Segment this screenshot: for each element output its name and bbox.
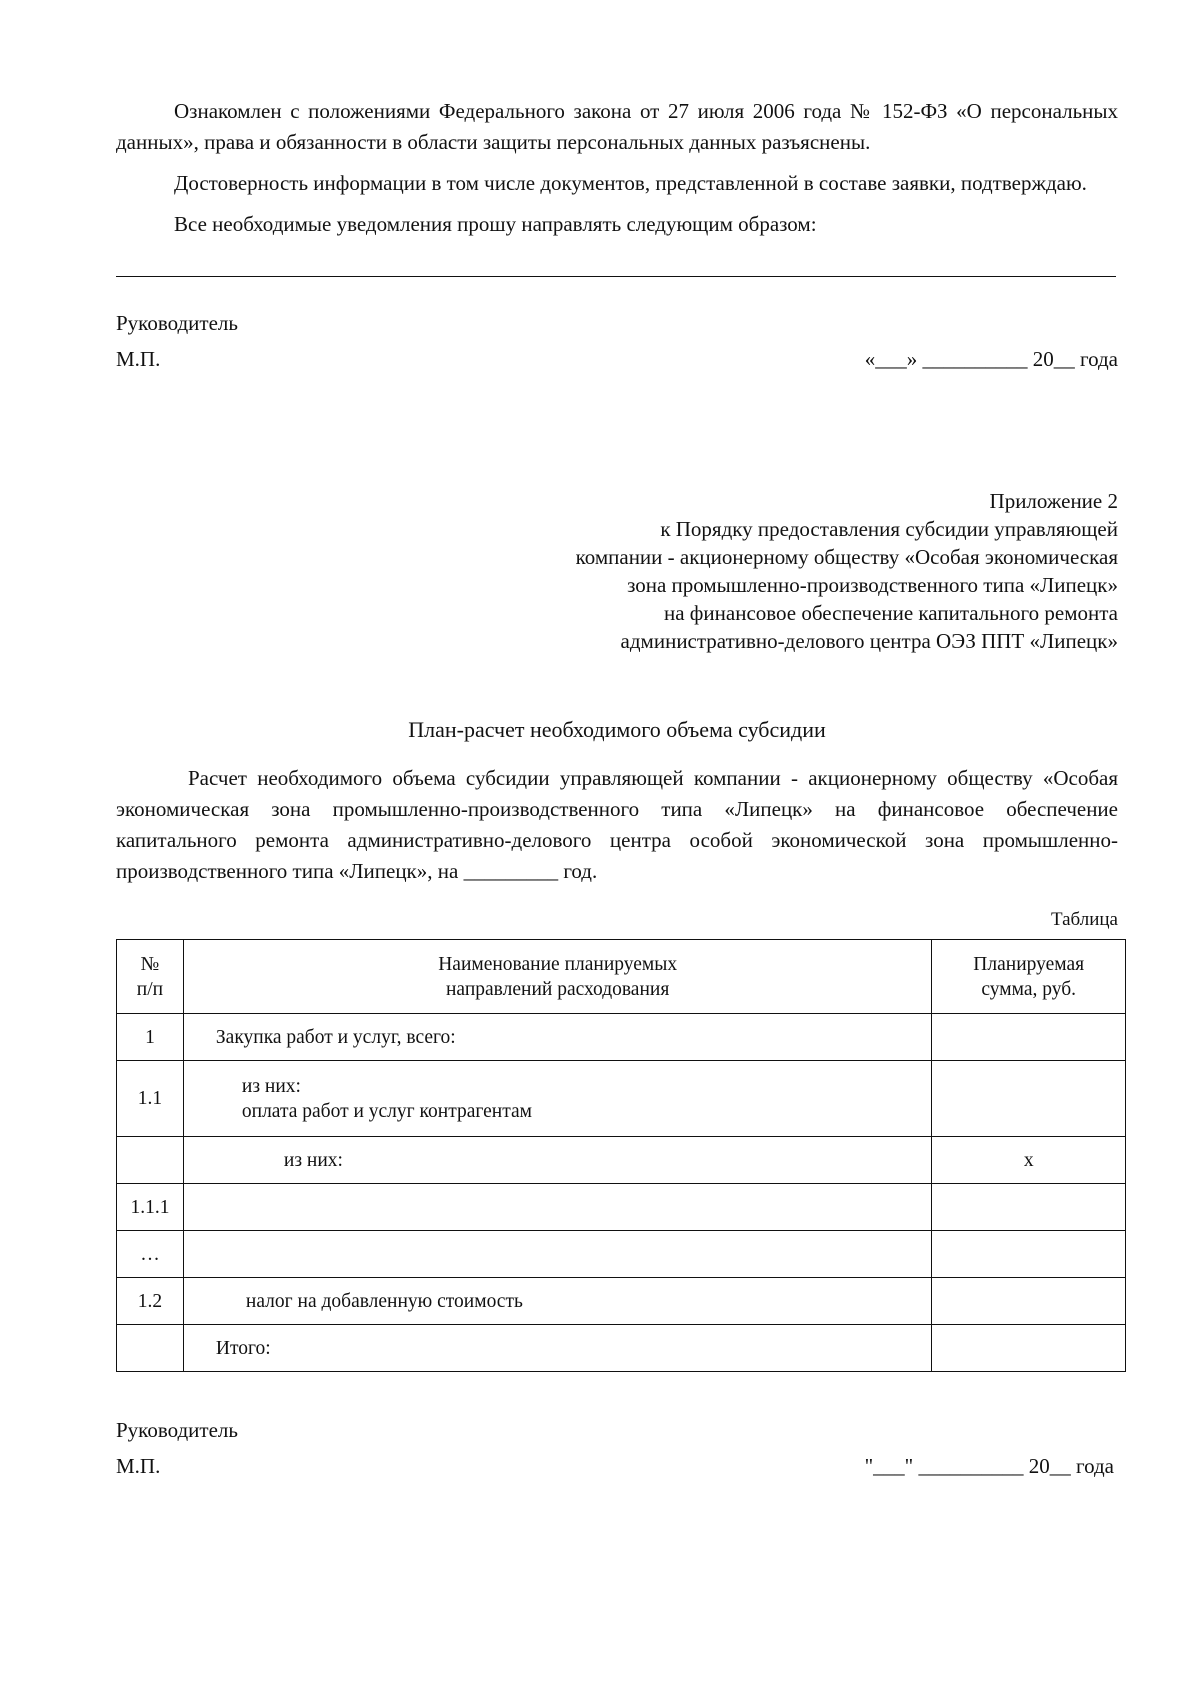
signature-role: Руководитель xyxy=(116,1418,238,1442)
header-name-cell xyxy=(183,940,932,1014)
row-num-cell xyxy=(117,1137,184,1184)
row-num-cell: … xyxy=(117,1231,184,1278)
header-sum-cell xyxy=(932,940,1126,1014)
header-name-line: направлений расходования xyxy=(446,978,670,1000)
row-num-cell: 1 xyxy=(117,1014,184,1061)
row-name-line: оплата работ и услуг контрагентам xyxy=(241,1100,532,1122)
row-sum-cell xyxy=(932,1184,1126,1231)
appendix-line: зона промышленно-производственного типа «Липецк» xyxy=(627,573,1118,597)
row-num-cell: 1.1 xyxy=(117,1061,184,1137)
row-name-cell: Закупка работ и услуг, всего: xyxy=(183,1014,932,1061)
appendix-header xyxy=(116,487,1118,655)
stamp-label: М.П. xyxy=(116,1454,161,1478)
appendix-line: Приложение 2 xyxy=(989,489,1118,513)
calculation-paragraph: Расчет необходимого объема субсидии управляющей компании - акционерному обществу «Особая экономическая зона промышленно-производственного типа «Липецк» на финансовое обеспечение капитального ремонта административно-делового центра особой экономической зона промышленно-производственного типа «Липецк», на _________ год. xyxy=(116,766,1118,883)
row-name-cell: Итого: xyxy=(183,1325,932,1372)
row-name-cell: из них: xyxy=(183,1137,932,1184)
table-row xyxy=(117,1137,1126,1184)
notification-paragraph: Все необходимые уведомления прошу направлять следующим образом: xyxy=(174,212,817,236)
table-caption: Таблица xyxy=(1050,909,1118,930)
row-sum-cell xyxy=(932,1061,1126,1137)
row-name-line: из них: xyxy=(241,1075,301,1097)
table-row xyxy=(117,1278,1126,1325)
accuracy-paragraph: Достоверность информации в том числе документов, представленной в составе заявки, подтверждаю. xyxy=(174,171,1087,195)
row-num-cell: 1.2 xyxy=(117,1278,184,1325)
header-sum-line: сумма, руб. xyxy=(981,978,1077,1000)
appendix-line: компании - акционерному обществу «Особая экономическая xyxy=(575,545,1118,569)
header-name-line: Наименование планируемых xyxy=(438,953,678,975)
row-sum-cell xyxy=(932,1231,1126,1278)
row-sum-cell xyxy=(932,1278,1126,1325)
table-row xyxy=(117,1014,1126,1061)
row-name-cell xyxy=(183,1184,932,1231)
row-name-cell xyxy=(183,1231,932,1278)
signature-block-bottom xyxy=(116,1412,1118,1484)
table-row xyxy=(117,1061,1126,1137)
header-num-line: № xyxy=(140,953,160,975)
consent-paragraph: Ознакомлен с положениями Федерального закона от 27 июля 2006 года № 152-ФЗ «О персональных данных», права и обязанности в области защиты персональных данных разъяснены. xyxy=(116,99,1118,154)
plan-table xyxy=(116,939,1126,1372)
row-sum-cell: x xyxy=(932,1137,1126,1184)
header-num-cell xyxy=(117,940,184,1014)
row-name-cell xyxy=(183,1061,932,1137)
appendix-line: административно-делового центра ОЭЗ ППТ «Липецк» xyxy=(620,629,1118,653)
signature-date: "___" __________ 20__ года xyxy=(864,1454,1114,1478)
row-num-cell xyxy=(117,1325,184,1372)
row-sum-cell xyxy=(932,1325,1126,1372)
page-title: План-расчет необходимого объема субсидии xyxy=(408,717,826,742)
appendix-line: на финансовое обеспечение капитального ремонта xyxy=(664,601,1118,625)
row-num-cell: 1.1.1 xyxy=(117,1184,184,1231)
signature-date: «___» __________ 20__ года xyxy=(864,347,1118,371)
signature-role: Руководитель xyxy=(116,311,238,335)
row-name-cell: налог на добавленную стоимость xyxy=(183,1278,932,1325)
table-row xyxy=(117,1184,1126,1231)
header-num-line: п/п xyxy=(136,978,164,1000)
table-row xyxy=(117,1231,1126,1278)
document-page xyxy=(116,96,1118,1484)
table-total-row xyxy=(117,1325,1126,1372)
table-header-row xyxy=(117,940,1126,1014)
row-sum-cell xyxy=(932,1014,1126,1061)
header-sum-line: Планируемая xyxy=(973,953,1085,975)
stamp-label: М.П. xyxy=(116,347,161,371)
appendix-line: к Порядку предоставления субсидии управляющей xyxy=(660,517,1118,541)
signature-block-top xyxy=(116,305,1118,377)
